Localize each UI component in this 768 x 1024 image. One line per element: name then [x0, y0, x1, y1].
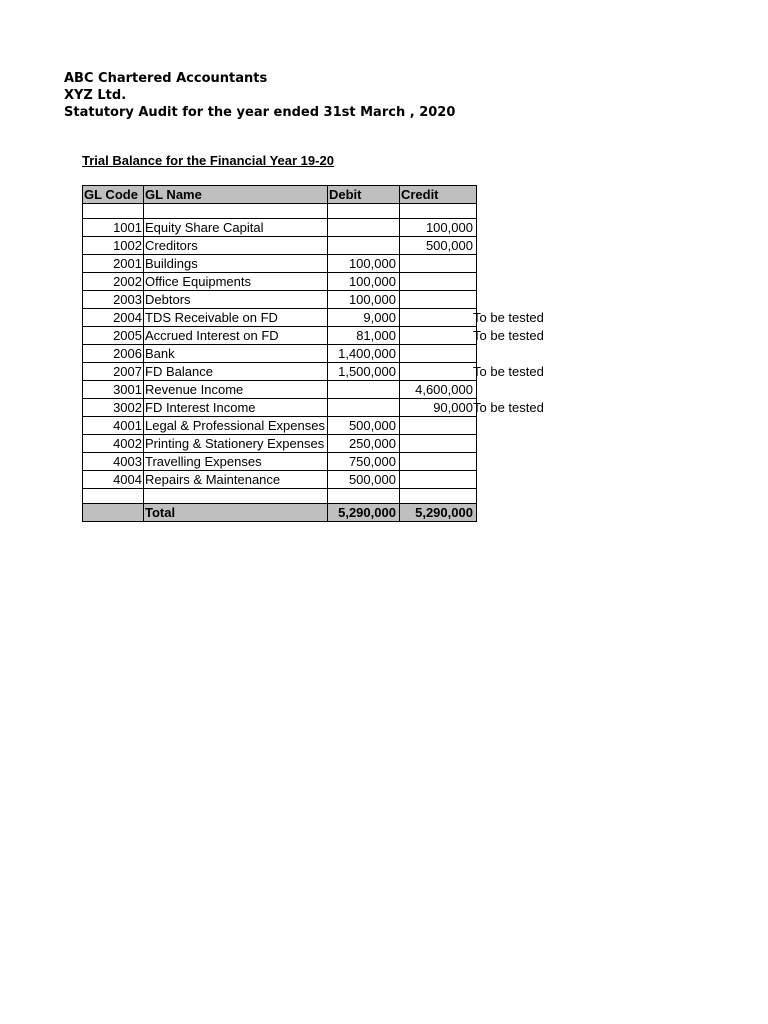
gl-name-cell: Revenue Income	[144, 381, 328, 399]
total-debit: 5,290,000	[327, 504, 399, 522]
gl-name-cell: Office Equipments	[144, 273, 328, 291]
gl-name-cell: Repairs & Maintenance	[144, 471, 328, 489]
gl-code-cell: 4004	[83, 471, 144, 489]
firm-name: ABC Chartered Accountants	[64, 71, 268, 86]
credit-cell	[399, 471, 476, 489]
credit-cell	[399, 453, 476, 471]
gl-name-cell: Debtors	[144, 291, 328, 309]
table-row	[83, 327, 477, 345]
gl-name-cell: Bank	[144, 345, 328, 363]
gl-name-cell: FD Balance	[144, 363, 328, 381]
debit-cell: 1,400,000	[327, 345, 399, 363]
debit-cell: 81,000	[327, 327, 399, 345]
gl-name-cell: Equity Share Capital	[144, 219, 328, 237]
gl-name-cell: Travelling Expenses	[144, 453, 328, 471]
document-header	[64, 70, 455, 121]
debit-cell	[327, 399, 399, 417]
gl-name-cell: Legal & Professional Expenses	[144, 417, 328, 435]
table-row	[83, 309, 477, 327]
table-row	[83, 381, 477, 399]
gl-name-cell: TDS Receivable on FD	[144, 309, 328, 327]
gl-name-cell: Buildings	[144, 255, 328, 273]
gl-code-cell: 2003	[83, 291, 144, 309]
debit-cell	[327, 237, 399, 255]
trial-balance-table	[82, 185, 477, 522]
trial-balance-title: Trial Balance for the Financial Year 19-20	[82, 153, 334, 168]
gl-code-cell: 2005	[83, 327, 144, 345]
audit-note: To be tested	[473, 399, 544, 415]
table-row	[83, 399, 477, 417]
gl-code-cell: 3002	[83, 399, 144, 417]
column-header-credit: Credit	[399, 186, 476, 204]
audit-note: To be tested	[473, 327, 544, 343]
debit-cell: 500,000	[327, 471, 399, 489]
table-row	[83, 435, 477, 453]
table-row	[83, 453, 477, 471]
table-row	[83, 345, 477, 363]
credit-cell: 500,000	[399, 237, 476, 255]
table-row	[83, 219, 477, 237]
gl-code-cell: 2001	[83, 255, 144, 273]
gl-code-cell: 2006	[83, 345, 144, 363]
debit-cell: 9,000	[327, 309, 399, 327]
gl-code-cell: 3001	[83, 381, 144, 399]
client-name: XYZ Ltd.	[64, 88, 127, 103]
gl-name-cell: Accrued Interest on FD	[144, 327, 328, 345]
credit-cell	[399, 291, 476, 309]
gl-code-cell: 4002	[83, 435, 144, 453]
table-row	[83, 273, 477, 291]
credit-cell	[399, 273, 476, 291]
debit-cell	[327, 381, 399, 399]
audit-note: To be tested	[473, 363, 544, 379]
table-row	[83, 417, 477, 435]
debit-cell: 1,500,000	[327, 363, 399, 381]
audit-note: To be tested	[473, 309, 544, 325]
gl-name-cell: Printing & Stationery Expenses	[144, 435, 328, 453]
table-row	[83, 291, 477, 309]
gl-code-cell: 2007	[83, 363, 144, 381]
credit-cell	[399, 309, 476, 327]
gl-name-cell: FD Interest Income	[144, 399, 328, 417]
table-row	[83, 471, 477, 489]
total-credit: 5,290,000	[399, 504, 476, 522]
debit-cell: 500,000	[327, 417, 399, 435]
blank-row	[83, 489, 477, 504]
gl-name-cell: Creditors	[144, 237, 328, 255]
debit-cell: 100,000	[327, 255, 399, 273]
table-row	[83, 363, 477, 381]
credit-cell	[399, 327, 476, 345]
debit-cell: 100,000	[327, 273, 399, 291]
credit-cell	[399, 345, 476, 363]
blank-row	[83, 204, 477, 219]
credit-cell	[399, 363, 476, 381]
total-row	[83, 504, 477, 522]
gl-code-cell: 2004	[83, 309, 144, 327]
debit-cell	[327, 219, 399, 237]
column-header-gl-name: GL Name	[144, 186, 328, 204]
debit-cell: 750,000	[327, 453, 399, 471]
debit-cell: 250,000	[327, 435, 399, 453]
total-label: Total	[144, 504, 328, 522]
gl-code-cell: 4001	[83, 417, 144, 435]
total-code-cell	[83, 504, 144, 522]
credit-cell: 100,000	[399, 219, 476, 237]
table-row	[83, 255, 477, 273]
credit-cell: 4,600,000	[399, 381, 476, 399]
table-header-row	[83, 186, 477, 204]
table-row	[83, 237, 477, 255]
gl-code-cell: 2002	[83, 273, 144, 291]
column-header-gl-code: GL Code	[83, 186, 144, 204]
credit-cell	[399, 255, 476, 273]
gl-code-cell: 1002	[83, 237, 144, 255]
debit-cell: 100,000	[327, 291, 399, 309]
gl-code-cell: 1001	[83, 219, 144, 237]
gl-code-cell: 4003	[83, 453, 144, 471]
credit-cell	[399, 417, 476, 435]
credit-cell	[399, 435, 476, 453]
engagement-title: Statutory Audit for the year ended 31st March , 2020	[64, 105, 456, 120]
column-header-debit: Debit	[327, 186, 399, 204]
credit-cell: 90,000	[399, 399, 476, 417]
